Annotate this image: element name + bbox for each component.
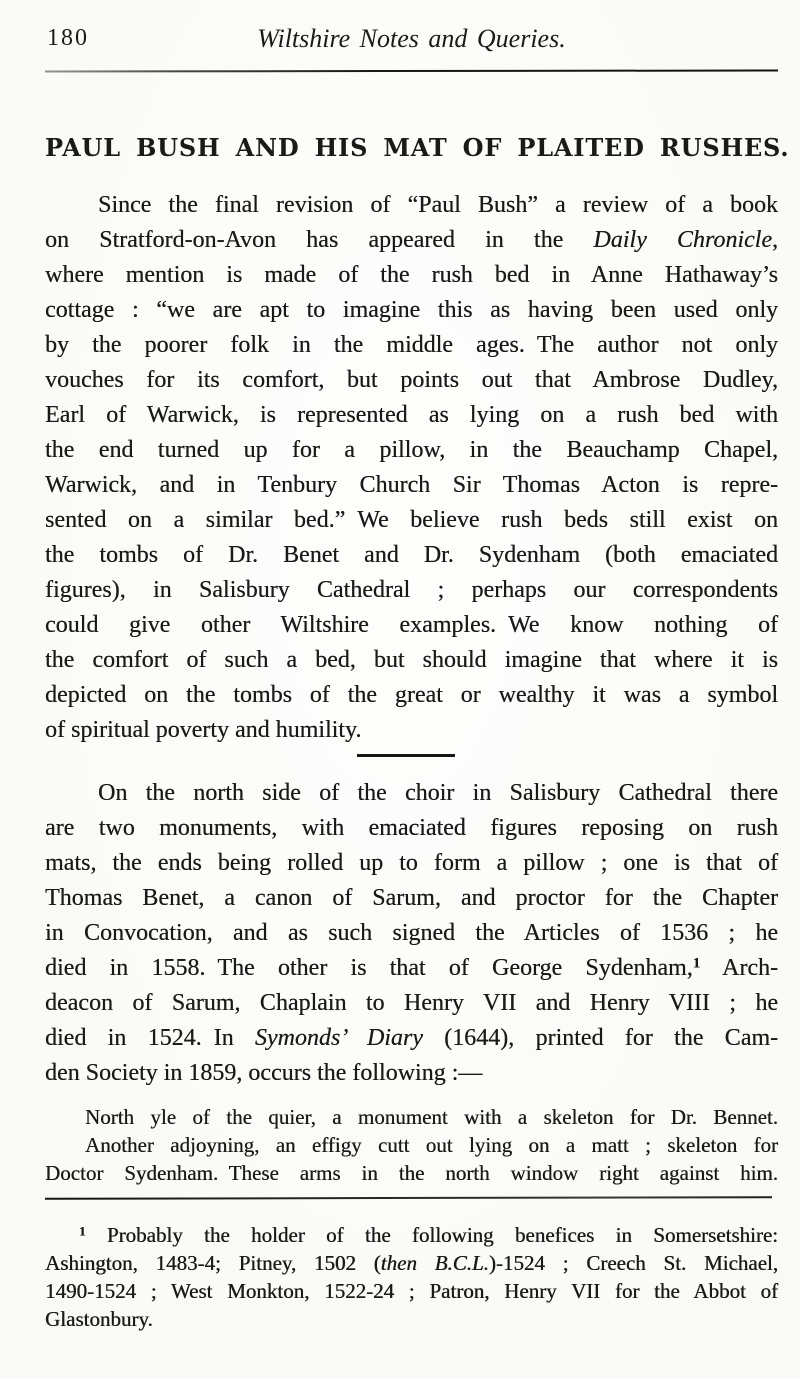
page-header <box>45 21 778 56</box>
text-line: could give other Wiltshire examples. We know nothing of <box>45 612 778 638</box>
text-line: in Convocation, and as such signed the Articles of 1536 ; he <box>45 920 778 946</box>
footnote-text <box>45 1221 778 1333</box>
text-line: sented on a similar bed.” We believe rush beds still exist on <box>45 507 778 533</box>
section-divider-rule <box>357 754 455 757</box>
text-line: Ashington, 1483-4; Pitney, 1502 (then B.C.L.)-1524 ; Creech St. Michael, <box>45 1251 778 1275</box>
text-line: the comfort of such a bed, but should imagine that where it is <box>45 647 778 673</box>
text-line: cottage : “we are apt to imagine this as having been used only <box>45 297 778 323</box>
article-title: PAUL BUSH AND HIS MAT OF PLAITED RUSHES. <box>45 133 790 162</box>
text-line: Thomas Benet, a canon of Sarum, and proctor for the Chapter <box>45 885 778 911</box>
text-line: Warwick, and in Tenbury Church Sir Thomas Acton is repre- <box>45 472 778 498</box>
text-line: the end turned up for a pillow, in the Beauchamp Chapel, <box>45 437 778 463</box>
text-line: 1490-1524 ; West Monkton, 1522-24 ; Patron, Henry VII for the Abbot of <box>45 1279 778 1303</box>
text-line: Earl of Warwick, is represented as lying on a rush bed with <box>45 402 778 428</box>
text-line: died in 1524. In Symonds’ Diary (1644), printed for the Cam- <box>45 1025 779 1051</box>
footnote-rule <box>45 1196 772 1200</box>
quotation-block <box>45 1103 778 1187</box>
text-line: figures), in Salisbury Cathedral ; perhaps our correspondents <box>45 577 778 603</box>
text-line: on Stratford-on-Avon has appeared in the Daily Chronicle, <box>45 227 779 253</box>
text-line: of spiritual poverty and humility. <box>45 717 362 743</box>
text-line: where mention is made of the rush bed in Anne Hathaway’s <box>45 262 778 288</box>
page-number: 180 <box>47 25 89 51</box>
text-line: $^1$ Probably the holder of the following benefices in Somersetshire: <box>79 1223 778 1247</box>
text-line: den Society in 1859, occurs the following :— <box>45 1060 483 1086</box>
header-rule <box>45 69 778 72</box>
text-line: vouches for its comfort, but points out that Ambrose Dudley, <box>45 367 778 393</box>
running-title: Wiltshire Notes and Queries. <box>257 24 566 53</box>
text-line: Doctor Sydenham. These arms in the north window right against him. <box>45 1161 778 1185</box>
text-line: Another adjoyning, an effigy cutt out lying on a matt ; skeleton for <box>85 1133 778 1157</box>
text-line: are two monuments, with emaciated figures reposing on rush <box>45 815 778 841</box>
text-line: died in 1558. The other is that of George Sydenham,$^1$ Arch- <box>45 955 778 981</box>
text-line: depicted on the tombs of the great or wealthy it was a symbol <box>45 682 778 708</box>
text-line: Since the final revision of “Paul Bush” a review of a book <box>98 192 778 218</box>
text-line: the tombs of Dr. Benet and Dr. Sydenham (both emaciated <box>45 542 778 568</box>
text-line: deacon of Sarum, Chaplain to Henry VII and Henry VIII ; he <box>45 990 778 1016</box>
text-line: by the poorer folk in the middle ages. The author not only <box>45 332 778 358</box>
text-line: On the north side of the choir in Salisbury Cathedral there <box>98 780 778 806</box>
article-paragraph-2 <box>45 776 778 1091</box>
text-line: mats, the ends being rolled up to form a pillow ; one is that of <box>45 850 778 876</box>
article-paragraph-1 <box>45 188 778 748</box>
text-line: Glastonbury. <box>45 1307 153 1331</box>
text-line: North yle of the quier, a monument with a skeleton for Dr. Bennet. <box>85 1105 778 1129</box>
